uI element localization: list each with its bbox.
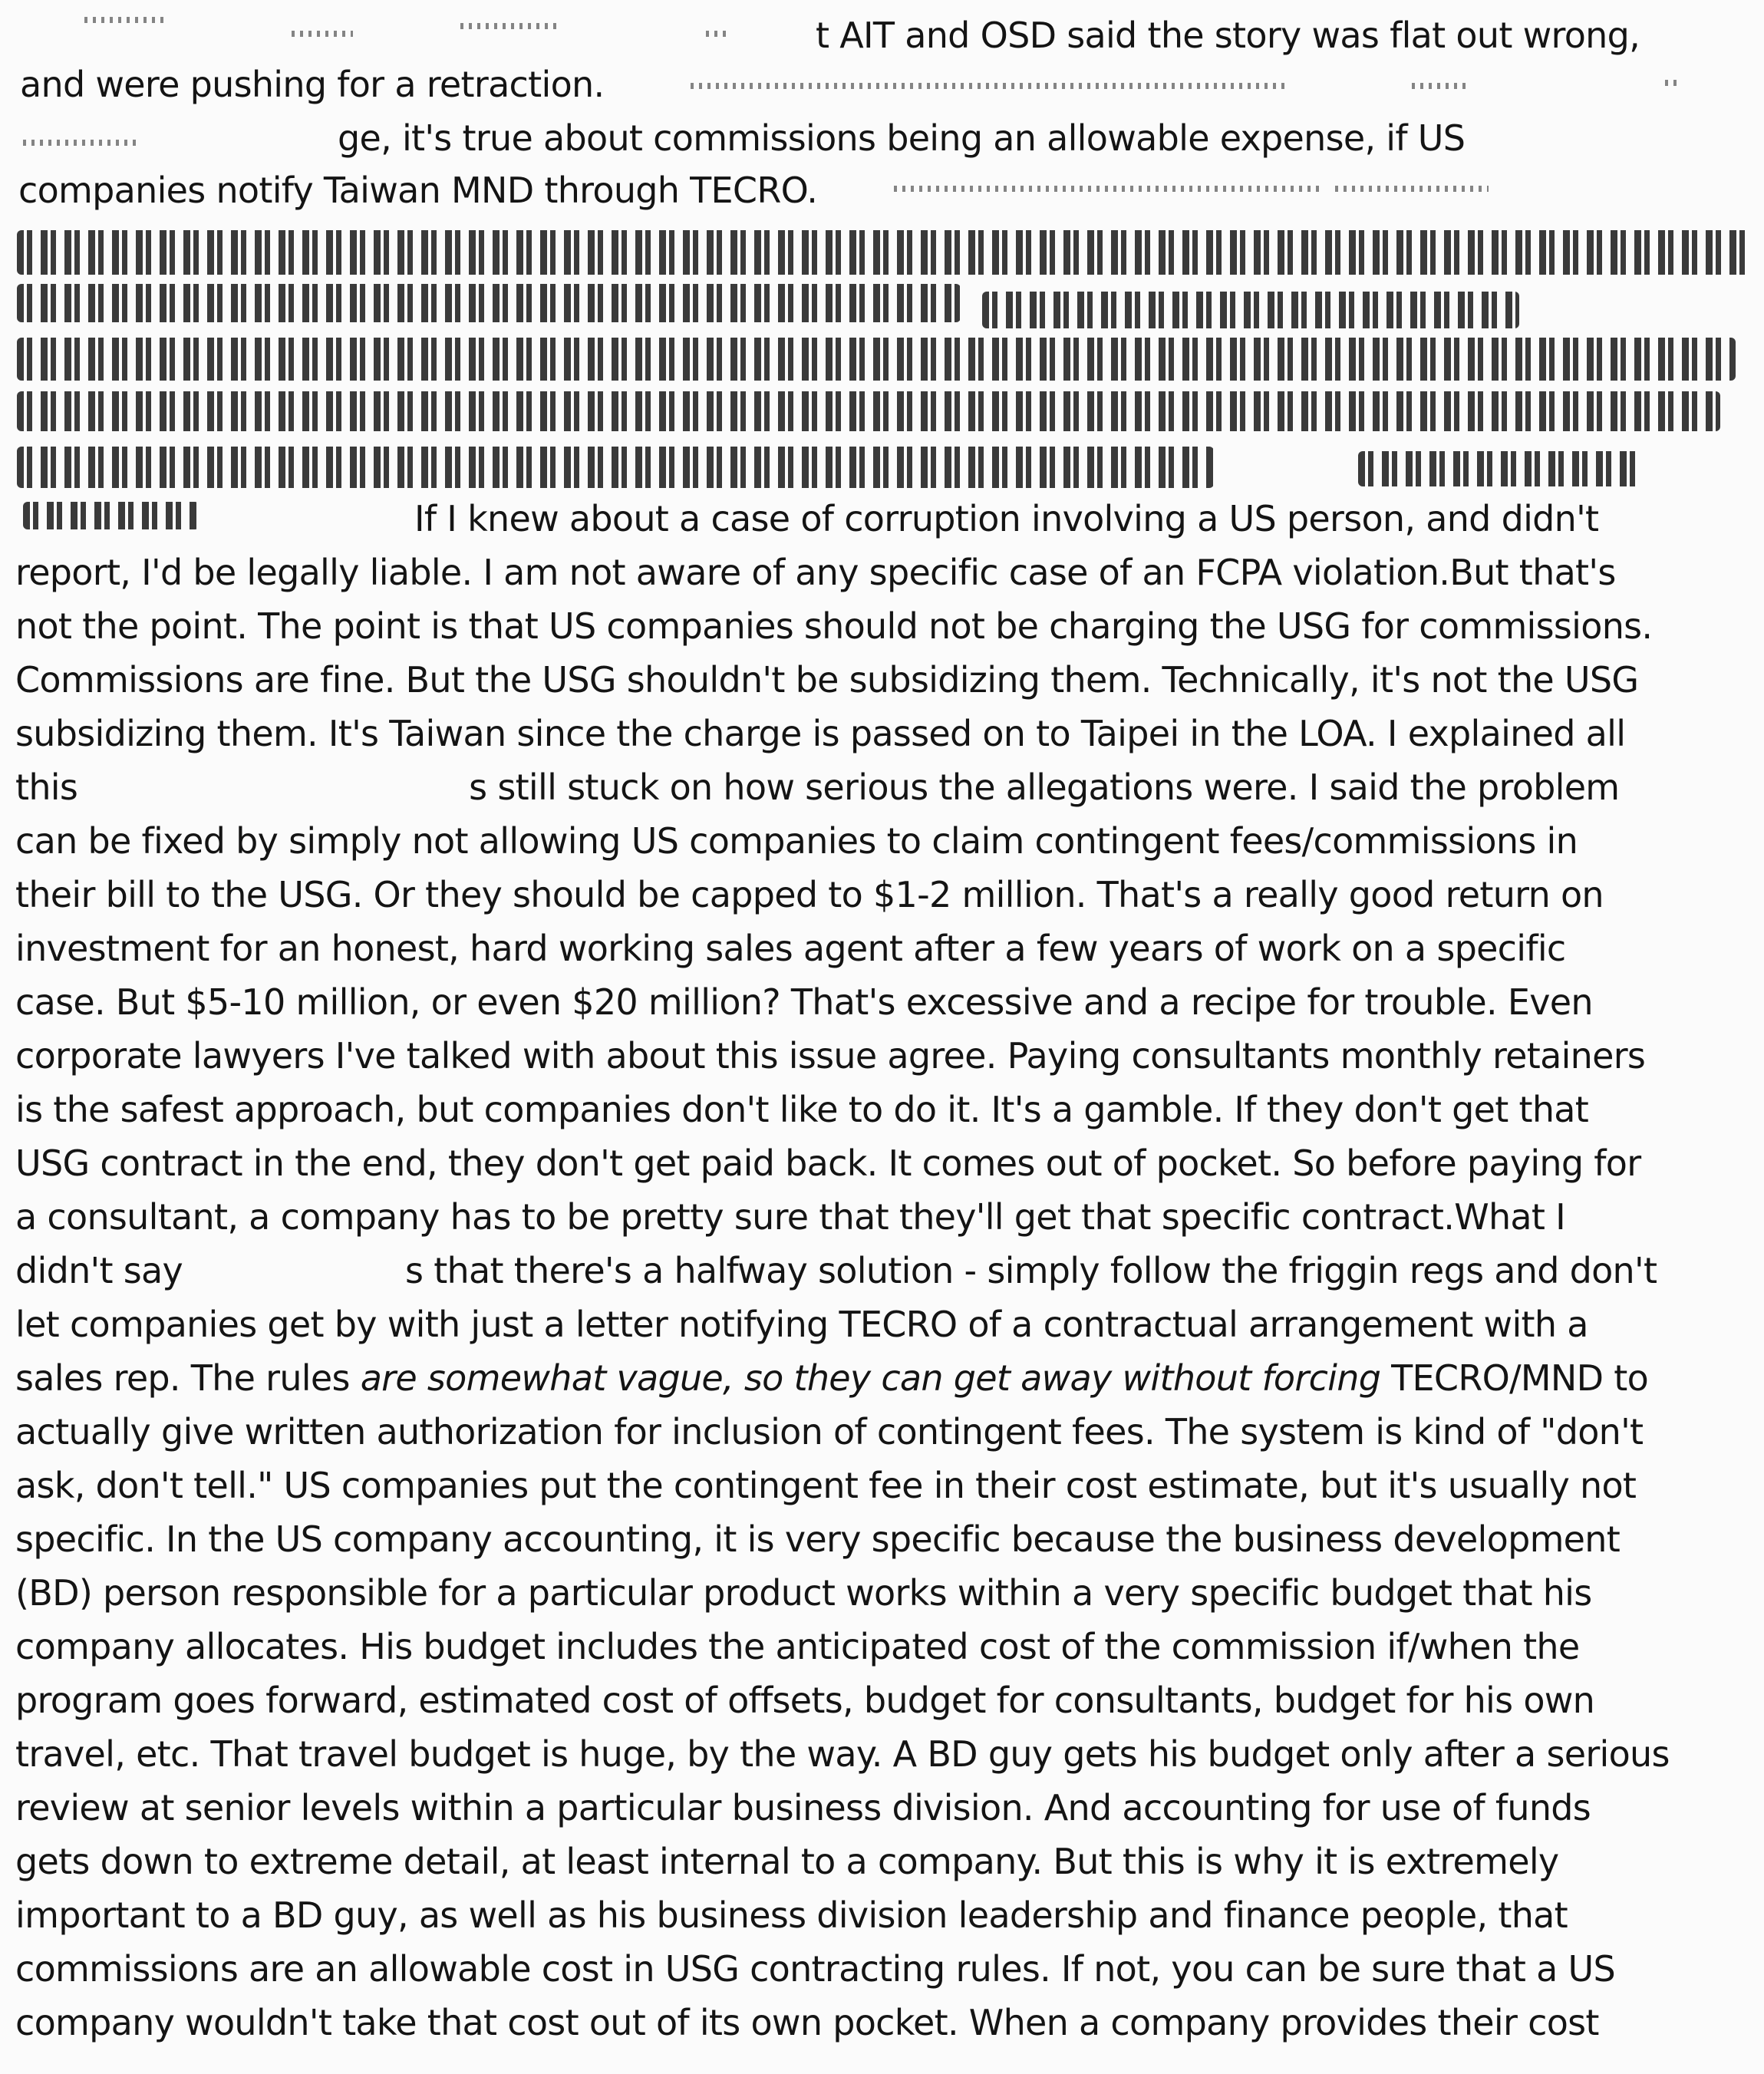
text-line bbox=[15, 1679, 1594, 1722]
redaction-scribble bbox=[17, 230, 1751, 275]
line-text: subsidizing them. It's Taiwan since the charge is passed on to Taipei in the LOA. I explained all bbox=[15, 713, 1626, 754]
text-line bbox=[15, 1518, 1620, 1561]
text-line bbox=[15, 819, 1578, 862]
text-line bbox=[15, 1840, 1558, 1883]
redaction-smudge bbox=[1335, 186, 1489, 192]
line-text: corporate lawyers I've talked with about this issue agree. Paying consultants monthly retainers bbox=[15, 1035, 1646, 1077]
line-text: USG contract in the end, they don't get paid back. It comes out of pocket. So before paying for bbox=[15, 1143, 1641, 1184]
line-text: specific. In the US company accounting, it is very specific because the business development bbox=[15, 1518, 1621, 1560]
redaction-smudge bbox=[894, 186, 1324, 192]
line-text-part: TECRO/MND to bbox=[1380, 1357, 1649, 1399]
text-line bbox=[15, 873, 1604, 916]
redaction-scribble bbox=[1358, 451, 1642, 486]
line-text-part: s that there's a halfway solution - simply follow the friggin regs and don't bbox=[405, 1250, 1657, 1291]
line-text-part: this bbox=[15, 767, 78, 808]
line-text: company wouldn't take that cost out of its own pocket. When a company provides their cost bbox=[15, 2002, 1599, 2043]
redaction-scribble bbox=[17, 338, 1736, 381]
line-text: their bill to the USG. Or they should be capped to $1-2 million. That's a really good return on bbox=[15, 874, 1604, 915]
text-line bbox=[15, 1088, 1588, 1131]
text-line bbox=[15, 1733, 1670, 1776]
line-text: a consultant, a company has to be pretty sure that they'll get that specific contract.What I bbox=[15, 1196, 1566, 1238]
text-line bbox=[15, 2001, 1599, 2044]
redaction-smudge bbox=[23, 140, 138, 146]
line-text: travel, etc. That travel budget is huge, by the way. A BD guy gets his budget only after a serious bbox=[15, 1733, 1670, 1775]
text-line bbox=[15, 1410, 1643, 1453]
line-text: companies notify Taiwan MND through TECRO. bbox=[18, 170, 818, 211]
redaction-smudge bbox=[1412, 83, 1466, 89]
line-text: can be fixed by simply not allowing US companies to claim contingent fees/commissions in bbox=[15, 820, 1578, 862]
text-line bbox=[15, 1142, 1640, 1185]
line-text: Commissions are fine. But the USG shouldn't be subsidizing them. Technically, it's not the USG bbox=[15, 659, 1639, 701]
text-line bbox=[15, 1195, 1565, 1238]
text-line bbox=[414, 497, 1598, 540]
text-line bbox=[15, 927, 1566, 970]
text-line bbox=[15, 1947, 1615, 1990]
redaction-smudge bbox=[84, 17, 169, 23]
line-text: important to a BD guy, as well as his business division leadership and finance people, that bbox=[15, 1894, 1568, 1936]
line-text: is the safest approach, but companies don't like to do it. It's a gamble. If they don't get that bbox=[15, 1089, 1589, 1130]
redaction-scribble bbox=[17, 447, 1214, 488]
text-line bbox=[15, 1786, 1591, 1829]
redaction-smudge bbox=[706, 31, 729, 37]
text-line bbox=[816, 14, 1640, 57]
line-text: gets down to extreme detail, at least internal to a company. But this is why it is extremely bbox=[15, 1841, 1559, 1882]
line-text: review at senior levels within a particular business division. And accounting for use of funds bbox=[15, 1787, 1591, 1828]
text-line bbox=[15, 1625, 1579, 1668]
text-line bbox=[18, 169, 817, 212]
line-text: not the point. The point is that US companies should not be charging the USG for commissions. bbox=[15, 605, 1653, 647]
redaction-scribble bbox=[17, 391, 1720, 431]
redaction-smudge bbox=[460, 23, 560, 29]
text-line bbox=[15, 1034, 1645, 1077]
line-text: let companies get by with just a letter notifying TECRO of a contractual arrangement with a bbox=[15, 1304, 1588, 1345]
text-line bbox=[15, 766, 1619, 809]
redaction-smudge bbox=[292, 31, 353, 37]
text-line bbox=[15, 981, 1593, 1024]
text-line bbox=[338, 117, 1465, 160]
line-text: company allocates. His budget includes the anticipated cost of the commission if/when the bbox=[15, 1626, 1580, 1667]
line-text: actually give written authorization for inclusion of contingent fees. The system is kind of "don't bbox=[15, 1411, 1644, 1452]
redaction-smudge bbox=[1665, 80, 1680, 86]
text-line bbox=[15, 1249, 1657, 1292]
line-text: (BD) person responsible for a particular product works within a very specific budget that his bbox=[15, 1572, 1592, 1614]
text-line bbox=[15, 712, 1625, 755]
text-line bbox=[15, 1894, 1568, 1937]
text-line bbox=[15, 658, 1638, 701]
line-text-part: sales rep. The rules bbox=[15, 1357, 361, 1399]
line-text: t AIT and OSD said the story was flat out wrong, bbox=[816, 15, 1640, 56]
line-text-part: didn't say bbox=[15, 1250, 183, 1291]
line-text-part: s still stuck on how serious the allegations were. I said the problem bbox=[469, 767, 1620, 808]
line-text: If I knew about a case of corruption involving a US person, and didn't bbox=[414, 498, 1599, 539]
line-text: ask, don't tell." US companies put the contingent fee in their cost estimate, but it's usually not bbox=[15, 1465, 1637, 1506]
line-text: investment for an honest, hard working sales agent after a few years of work on a specific bbox=[15, 928, 1566, 969]
redaction-scribble bbox=[23, 502, 199, 529]
text-line bbox=[15, 1303, 1588, 1346]
redaction-scribble bbox=[982, 292, 1519, 328]
text-line bbox=[15, 1571, 1592, 1614]
line-text: commissions are an allowable cost in USG contracting rules. If not, you can be sure that a US bbox=[15, 1948, 1615, 1990]
line-text: report, I'd be legally liable. I am not aware of any specific case of an FCPA violation.But that's bbox=[15, 552, 1616, 593]
line-text: program goes forward, estimated cost of offsets, budget for consultants, budget for his own bbox=[15, 1680, 1595, 1721]
text-line bbox=[15, 551, 1616, 594]
line-text-italic: are somewhat vague, so they can get away without forcing bbox=[360, 1357, 1381, 1399]
text-line bbox=[20, 63, 604, 106]
line-text: case. But $5-10 million, or even $20 million? That's excessive and a recipe for trouble. Even bbox=[15, 981, 1593, 1023]
redaction-smudge bbox=[691, 83, 1289, 89]
text-line bbox=[15, 605, 1652, 648]
line-text: and were pushing for a retraction. bbox=[20, 64, 605, 105]
text-line bbox=[15, 1464, 1636, 1507]
line-text: ge, it's true about commissions being an allowable expense, if US bbox=[338, 117, 1466, 159]
text-line bbox=[15, 1357, 1648, 1400]
redaction-scribble bbox=[17, 284, 961, 322]
